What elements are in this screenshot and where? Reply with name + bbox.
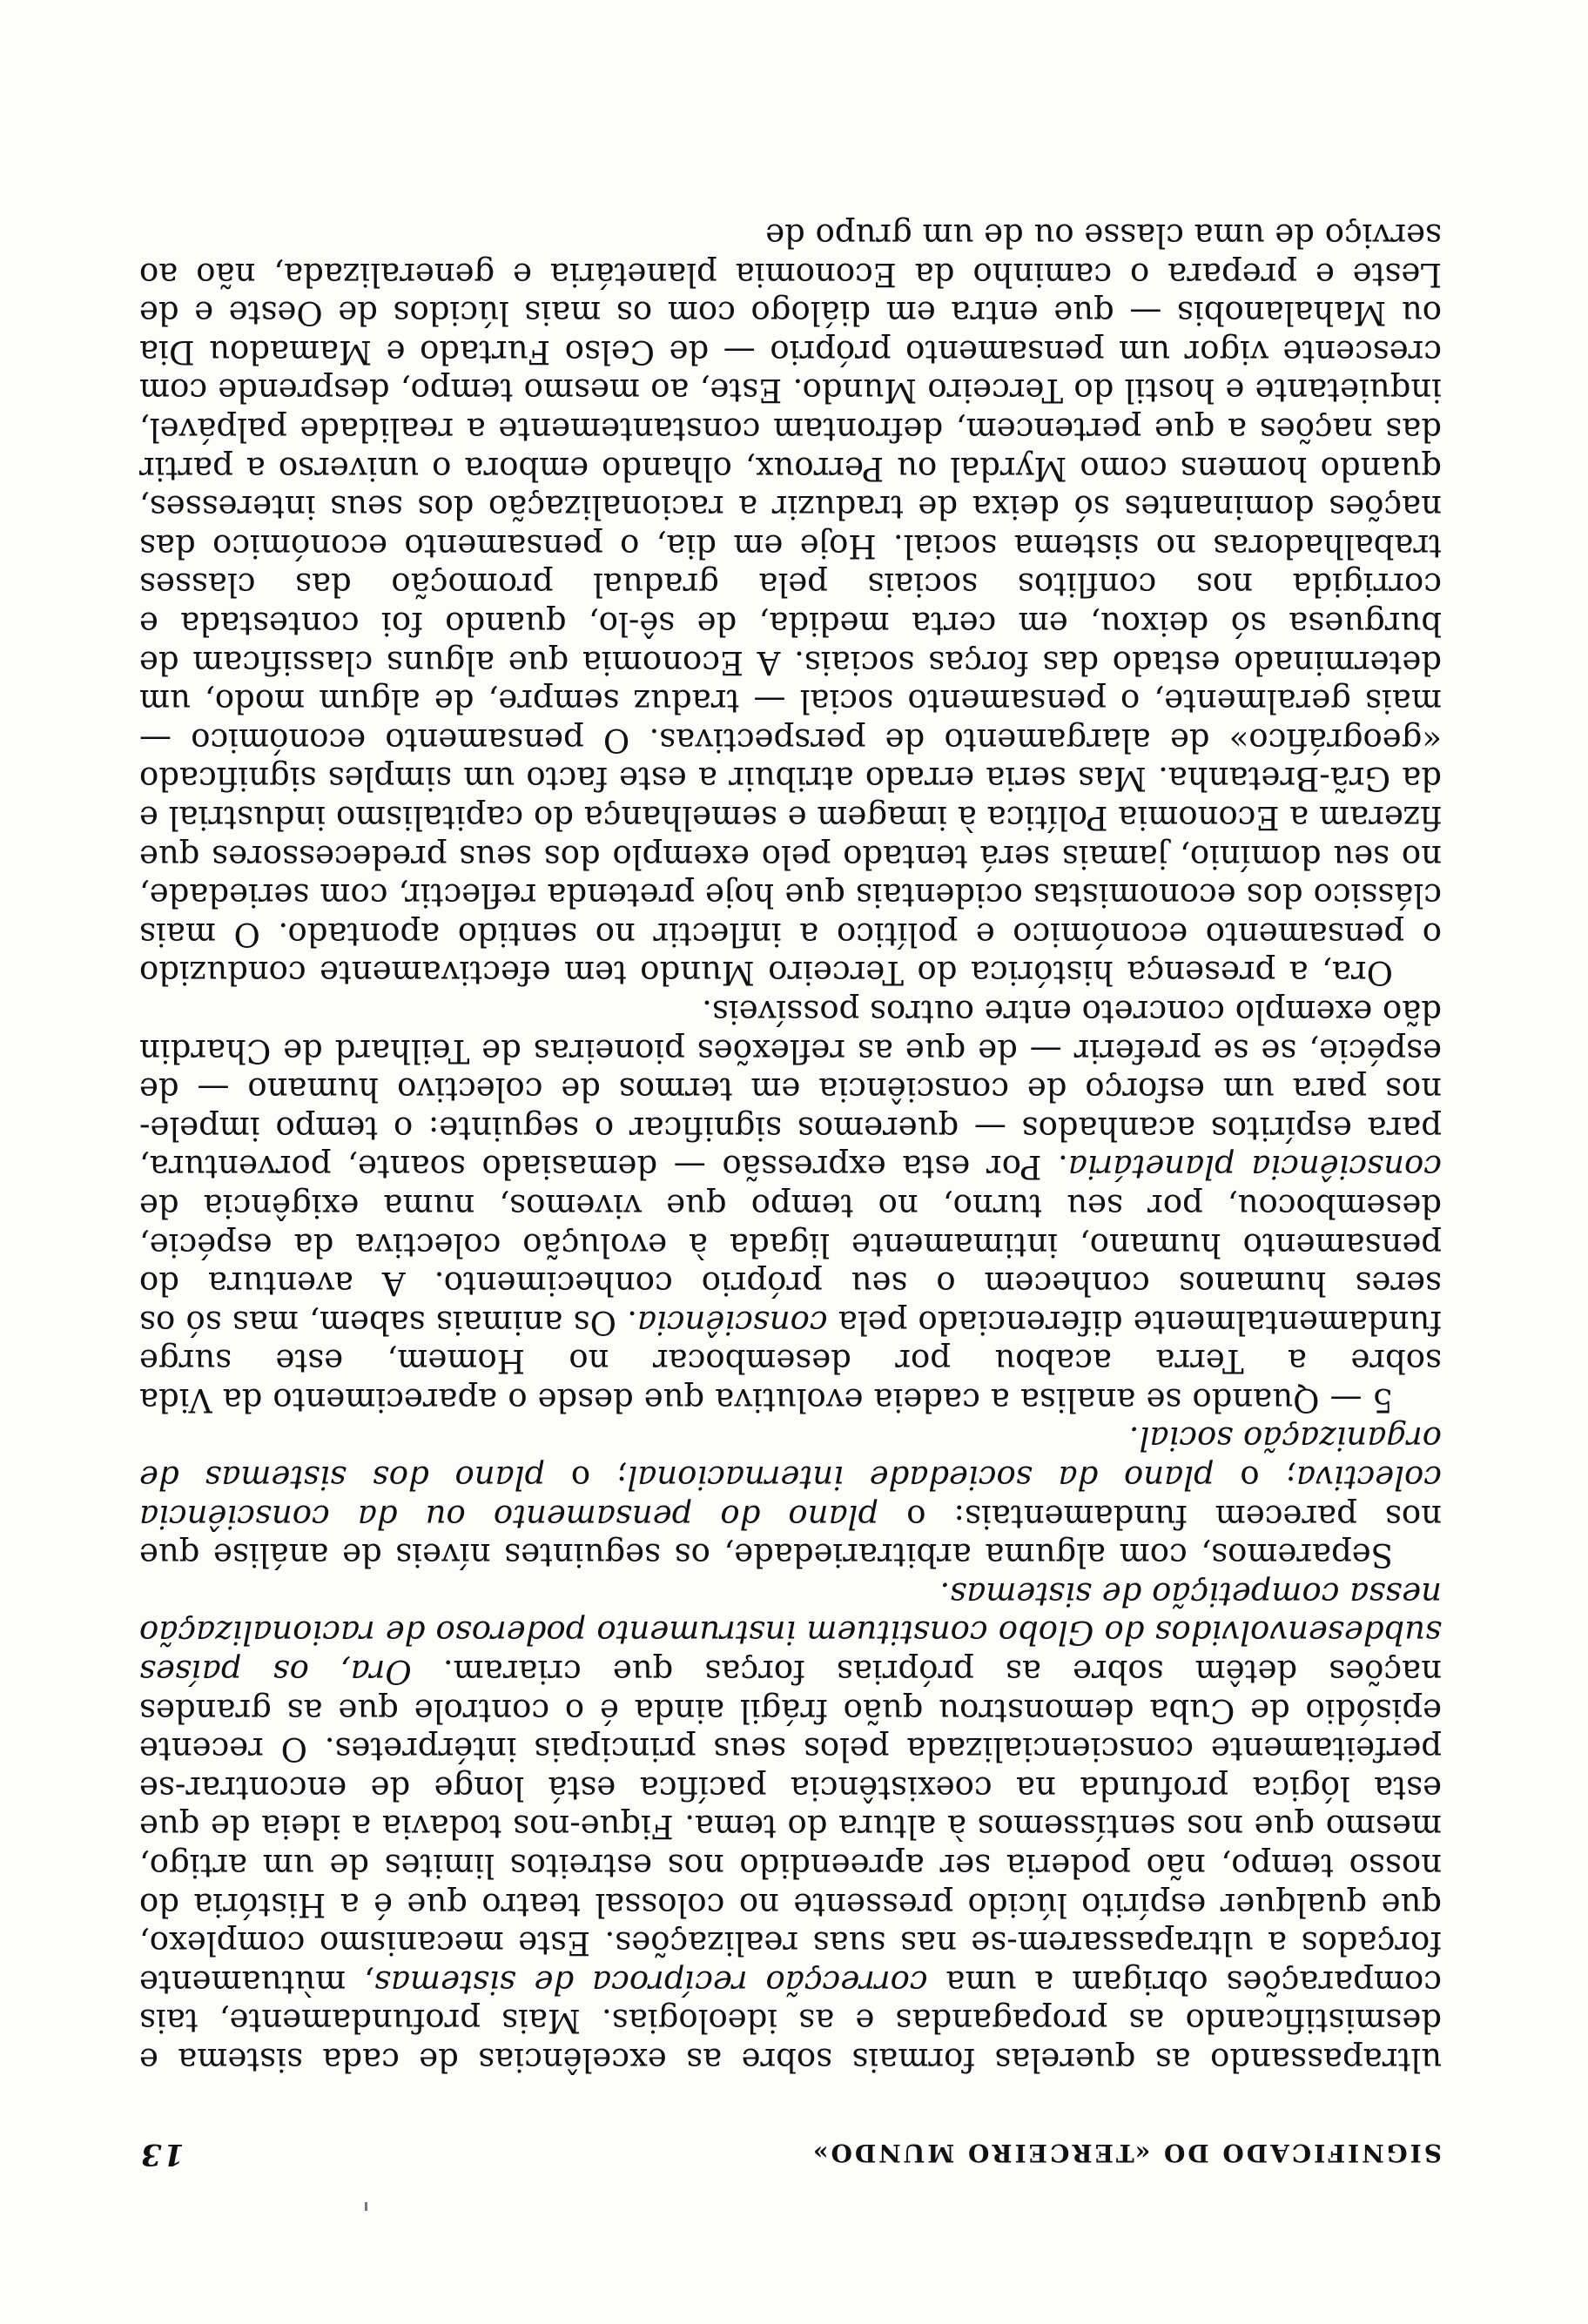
running-title: SIGNIFICADO DO «TERCEIRO MUNDO» <box>811 2139 1442 2167</box>
body-text: , mùtuamente forçados a ultrapassarem-se nas suas realizações. Este mecanismo complexo, que qualquer espírito lúcido pressente no colossal teatro que é a História do nosso tempo, não poderia ser apreendido nos estreitos limites de um artigo, mesmo que nos sentíssemos à altura do tema. Fique-nos todavia a ideia de que esta lógica profunda na coexistência pacífica está longe de encontrar-se perfeitamente consciencializada pelos seus principais intérpretes. O recente episódio de Cuba demonstrou quão frágil ainda é o controle que as grandes nações detêm sobre as próprias forças que criaram. <box>139 1653 1442 2001</box>
paragraph-section-5 <box>139 991 1442 1419</box>
ink-speck <box>365 2202 367 2211</box>
paragraph-levels-of-analysis <box>139 1419 1442 1574</box>
page-number: 13 <box>139 2137 185 2172</box>
body-text: . Os animais sabem, mas só os seres humanos conhecem o seu próprio conhecimento. A aventura do pensamento humano, intimamente ligada à evolução colectiva da espécie, desembocou, por seu turno, no tempo que vivemos, numa exigência de <box>139 1186 1442 1341</box>
body-text: 5 — Quando se analisa a cadeia evolutiva que desde o aparecimento da Vida sobre a Terra acabou por desembocar no Homem, este surge fundamentalmente diferenciado pela <box>139 1303 1442 1419</box>
paragraph-continuation <box>139 1574 1442 2079</box>
italic-text: plano dos sistemas de organização social. <box>138 1420 1442 1497</box>
running-header <box>139 2119 1442 2172</box>
italic-text: Ora, os países subdesenvolvidos do Globo constituem instrumento poderoso de racionalização nessa competição de sistemas. <box>139 1575 1442 1691</box>
page-content <box>139 216 1442 2173</box>
italic-text: plano da sociedade internacional <box>627 1459 1215 1497</box>
body-text: ultrapassando as querelas formais sobre as excelências de cada sistema e desmistificando as propagandas e as ideologias. Mais profundamente, tais comparações obrigam a uma <box>139 1963 1442 2079</box>
body-text: ; o <box>545 1459 628 1497</box>
paragraph-third-world <box>139 216 1442 992</box>
italic-text: correcção recíproca de sistemas <box>373 1963 928 2001</box>
italic-text: consciência planetária <box>1067 1148 1442 1186</box>
body-text: . Por esta expressão — demasiado soante, porventura, para espíritos acanhados — queremos significar o seguinte: o tempo impele-nos para um esforço de consciência em termos de colectivo humano — de espécie, se se preferir — de que as reflexões pioneiras de Teilhard de Chardin dão exemplo concreto entre outros possíveis. <box>139 992 1442 1186</box>
body-text: Separemos, com alguma arbitrariedade, os seguintes níveis de análise que nos parecem fundamentais: o <box>139 1497 1442 1575</box>
italic-text: consciência <box>636 1303 828 1341</box>
body-text: Ora, a presença histórica do Terceiro Mundo tem efectivamente conduzido o pensamento económico e político a inflectir no sentido apontado. O mais clássico dos economistas ocidentais que hoje pretenda reflectir, com seriedade, no seu domínio, jamais será tentado pelo exemplo dos seus predecessores que fizeram a Economia Política à imagem e semelhança do capitalismo industrial e da Grã-Bretanha. Mas seria errado atribuir a este facto um simples significado «geográfico» de alargamento de perspectivas. O pensamento económico — mais geralmente, o pensamento social — traduz sempre, de algum modo, um determinado estado das forças sociais. A Economia que alguns classificam de burguesa só deixou, em certa medida, de sê-lo, quando foi contestada e corrigida nos conflitos sociais pela gradual promoção das classes trabalhadoras no sistema social. Hoje em dia, o pensamento económico das nações dominantes só deixa de traduzir a racionalização dos seus interesses, quando homens como Myrdal ou Perroux, olhando embora o universo a partir das nações a que pertencem, defrontam constantemente a realidade palpável, inquietante e hostil do Terceiro Mundo. Este, ao mesmo tempo, desprende com crescente vigor um pensamento próprio — de Celso Furtado e Mamadou Dia ou Mahalanobis — que entra em diálogo com os mais lúcidos de Oeste e de Leste e prepara o caminho da Economia planetária e generalizada, não ao serviço de uma classe ou de um grupo de <box>139 217 1442 992</box>
body-text: ; o <box>1214 1459 1296 1497</box>
italic-text: plano do pensamento ou da consciência colectiva <box>139 1459 1442 1535</box>
